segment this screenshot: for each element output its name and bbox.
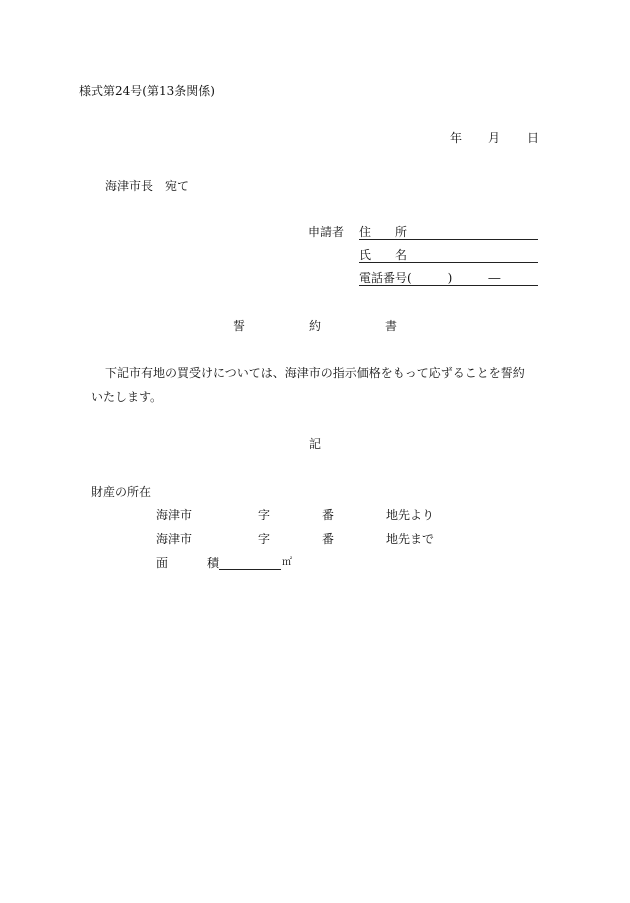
property-row-aza: 字	[258, 532, 271, 546]
property-row-ban: 番	[322, 508, 335, 522]
name-label: 氏 名	[359, 248, 408, 262]
area-unit: ㎡	[282, 557, 292, 568]
body-line-2: いたします。	[91, 390, 163, 404]
address-label: 住 所	[359, 225, 408, 239]
area-label-char-2: 積	[207, 556, 220, 570]
property-row-suffix: 地先まで	[386, 532, 435, 546]
ki-heading: 記	[309, 437, 322, 451]
title-char-2: 約	[309, 319, 322, 333]
date-month-label: 月	[488, 131, 501, 145]
form-number: 様式第24号(第13条関係)	[79, 84, 215, 98]
property-row-city: 海津市	[156, 508, 193, 522]
property-row-ban: 番	[322, 532, 335, 546]
property-row-city: 海津市	[156, 532, 193, 546]
title-char-1: 誓	[233, 319, 246, 333]
date-year-label: 年	[450, 131, 463, 145]
addressee-name: 海津市長	[105, 179, 154, 193]
addressee-suffix: 宛て	[165, 179, 190, 193]
property-row-aza: 字	[258, 508, 271, 522]
area-input-line[interactable]	[219, 556, 281, 570]
date-day-label: 日	[527, 131, 540, 145]
body-line-1: 下記市有地の買受けについては、海津市の指示価格をもって応ずることを誓約	[105, 366, 525, 380]
property-heading: 財産の所在	[91, 485, 152, 499]
address-field[interactable]	[359, 225, 538, 240]
title-char-3: 書	[385, 319, 398, 333]
applicant-label: 申請者	[308, 225, 345, 239]
phone-label: 電話番号( ) ―	[359, 271, 501, 285]
name-field[interactable]	[359, 248, 538, 263]
phone-field[interactable]	[359, 271, 538, 286]
property-row-suffix: 地先より	[386, 508, 435, 522]
area-label-char-1: 面	[156, 556, 169, 570]
